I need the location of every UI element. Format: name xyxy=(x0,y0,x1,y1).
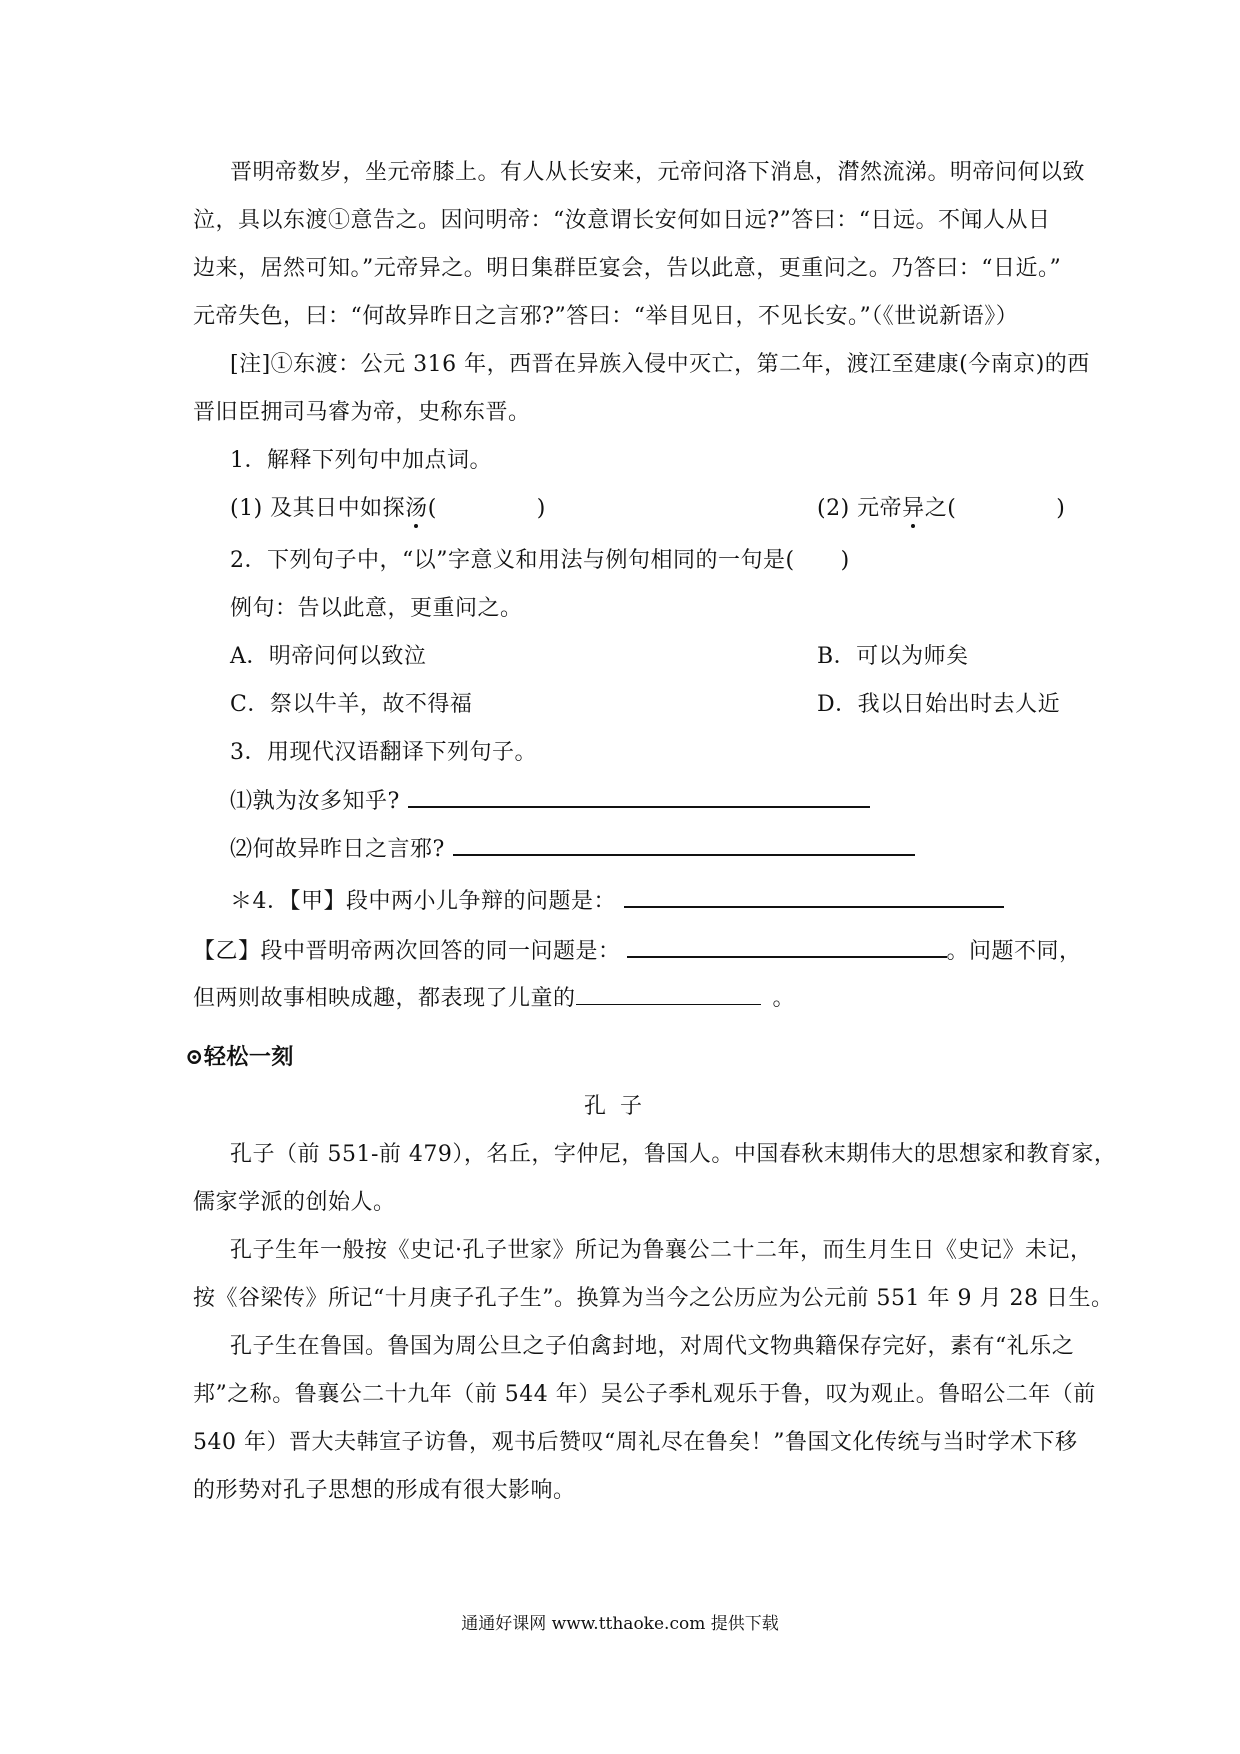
answer-blank[interactable] xyxy=(627,936,947,958)
question-3-stem: 3．用现代汉语翻译下列句子。 xyxy=(230,740,537,765)
reading-line-7: 540 年）晋大夫韩宣子访鲁，观书后赞叹“周礼尽在鲁矣！”鲁国文化传统与当时学术下移 xyxy=(193,1430,1078,1455)
passage-line-4: 元帝失色，曰：“何故异昨日之言邪?”答曰：“举目见日，不见长安。”（《世说新语》） xyxy=(193,304,1019,329)
answer-blank[interactable] xyxy=(408,786,870,808)
answer-blank[interactable] xyxy=(576,984,761,1005)
reading-line-5: 孔子生在鲁国。鲁国为周公旦之子伯禽封地，对周代文物典籍保存完好，素有“礼乐之 xyxy=(230,1334,1075,1359)
section-heading: ⊙轻松一刻 xyxy=(185,1044,294,1070)
reading-title: 孔子 xyxy=(583,1094,656,1119)
reading-line-6: 邦”之称。鲁襄公二十九年（前 544 年）吴公子季札观乐于鲁，叹为观止。鲁昭公二年（前 xyxy=(193,1382,1096,1407)
option-b: B．可以为师矣 xyxy=(817,644,969,669)
reading-line-4: 按《谷梁传》所记“十月庚子孔子生”。换算为当今之公历应为公元前 551 年 9 月 28 日生。 xyxy=(193,1286,1114,1311)
reading-line-3: 孔子生年一般按《史记·孔子世家》所记为鲁襄公二十二年，而生月生日《史记》未记， xyxy=(230,1238,1093,1263)
question-3-item-1: ⑴孰为汝多知乎? xyxy=(230,786,1100,817)
reading-line-2: 儒家学派的创始人。 xyxy=(193,1190,396,1215)
answer-blank[interactable] xyxy=(453,834,915,856)
emphasis-dot-word: 汤 xyxy=(405,496,428,521)
emphasis-dot-word: 异 xyxy=(902,496,925,521)
question-1-item-2: (2) 元帝异之( ) xyxy=(817,496,1066,521)
question-1-stem: 1．解释下列句中加点词。 xyxy=(230,448,492,473)
question-2-options-cd xyxy=(230,690,1100,720)
question-4-line-1: ＊4．【甲】段中两小儿争辩的问题是： xyxy=(230,886,1100,917)
passage-line-2: 泣，具以东渡①意告之。因问明帝：“汝意谓长安何如日远?”答曰：“日远。不闻人从日 xyxy=(193,208,1051,233)
question-1-item-1: (1) 及其日中如探汤( ) xyxy=(230,496,546,521)
reading-line-1: 孔子（前 551-前 479），名丘，字仲尼，鲁国人。中国春秋末期伟大的思想家和教育家， xyxy=(230,1142,1117,1167)
page-footer: 通通好课网 www.tthaoke.com 提供下载 xyxy=(461,1614,779,1634)
question-2-example: 例句：告以此意，更重问之。 xyxy=(230,596,523,621)
answer-blank[interactable] xyxy=(624,886,1004,908)
note-line-2: 晋旧臣拥司马睿为帝，史称东晋。 xyxy=(193,400,531,425)
option-d: D．我以日始出时去人近 xyxy=(817,692,1061,717)
option-c: C．祭以牛羊，故不得福 xyxy=(230,692,473,717)
note-line-1: [注]①东渡：公元 316 年，西晋在异族入侵中灭亡，第二年，渡江至建康(今南京)的西 xyxy=(230,352,1090,377)
question-3-item-2: ⑵何故异昨日之言邪? xyxy=(230,834,1100,865)
question-4-line-3: 但两则故事相映成趣，都表现了儿童的 。 xyxy=(193,986,796,1011)
question-2-options-ab xyxy=(230,642,1100,672)
passage-line-1: 晋明帝数岁，坐元帝膝上。有人从长安来，元帝问洛下消息，潸然流涕。明帝问何以致 xyxy=(230,160,1086,185)
reading-line-8: 的形势对孔子思想的形成有很大影响。 xyxy=(193,1478,576,1503)
option-a: A．明帝问何以致泣 xyxy=(230,644,427,669)
question-1-items xyxy=(230,494,1100,524)
question-4-line-2: 【乙】段中晋明帝两次回答的同一问题是： 。问题不同， xyxy=(193,936,1063,967)
question-2-stem: 2．下列句子中，“以”字意义和用法与例句相同的一句是( ) xyxy=(230,548,850,573)
passage-line-3: 边来，居然可知。”元帝异之。明日集群臣宴会，告以此意，更重问之。乃答曰：“日近。” xyxy=(193,256,1062,281)
